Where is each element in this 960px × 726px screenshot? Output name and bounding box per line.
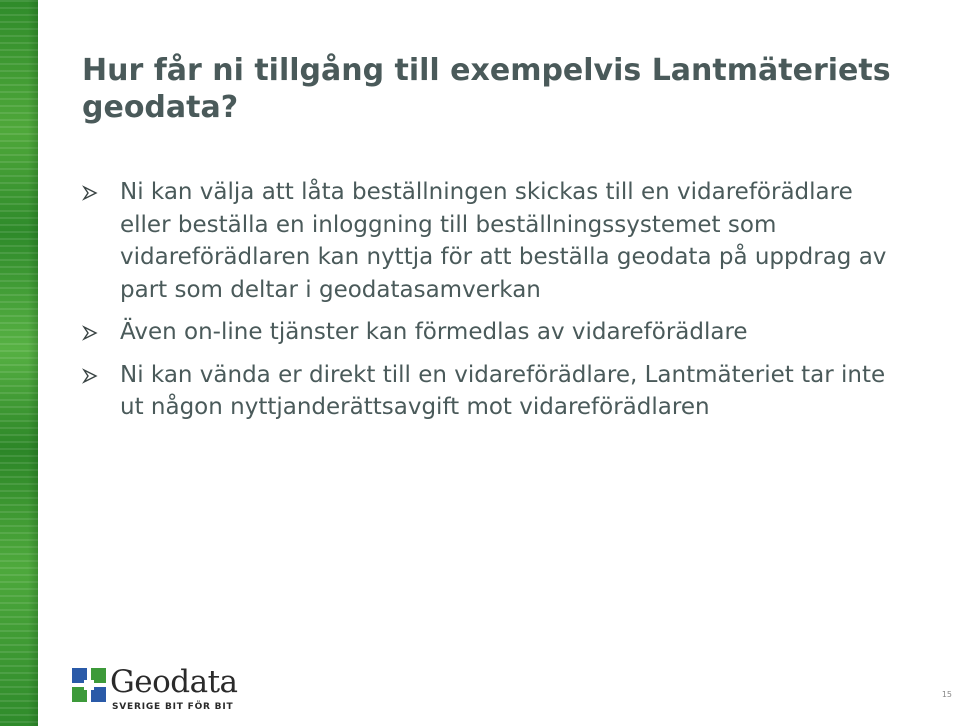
page-number: 15: [941, 690, 952, 699]
arrow-bullet-icon: [82, 368, 98, 384]
arrow-bullet-icon: [82, 325, 98, 341]
decorative-green-band: [0, 0, 38, 726]
bullet-item: [82, 176, 902, 306]
geodata-cross-icon: [72, 668, 106, 702]
logo-wordmark: Geodata: [110, 664, 238, 700]
slide-title: Hur får ni tillgång till exempelvis Lantmäteriets geodata?: [82, 53, 891, 125]
bullet-item: [82, 316, 902, 349]
logo-tagline: SVERIGE BIT FÖR BIT: [112, 702, 234, 712]
bullet-text: Även on-line tjänster kan förmedlas av vidareförädlare: [120, 319, 748, 345]
bullet-list: [82, 176, 902, 434]
bullet-item: [82, 359, 902, 424]
geodata-logo: [72, 664, 302, 716]
arrow-bullet-icon: [82, 185, 98, 201]
bullet-text: Ni kan välja att låta beställningen skickas till en vidareförädlare eller beställa en inloggning till beställningssystemet som vidareförädlaren kan nyttja för att beställa geodata på uppdrag av part som deltar i geodatasamverkan: [120, 179, 887, 303]
bullet-text: Ni kan vända er direkt till en vidareförädlare, Lantmäteriet tar inte ut någon nyttjanderättsavgift mot vidareförädlaren: [120, 361, 886, 420]
